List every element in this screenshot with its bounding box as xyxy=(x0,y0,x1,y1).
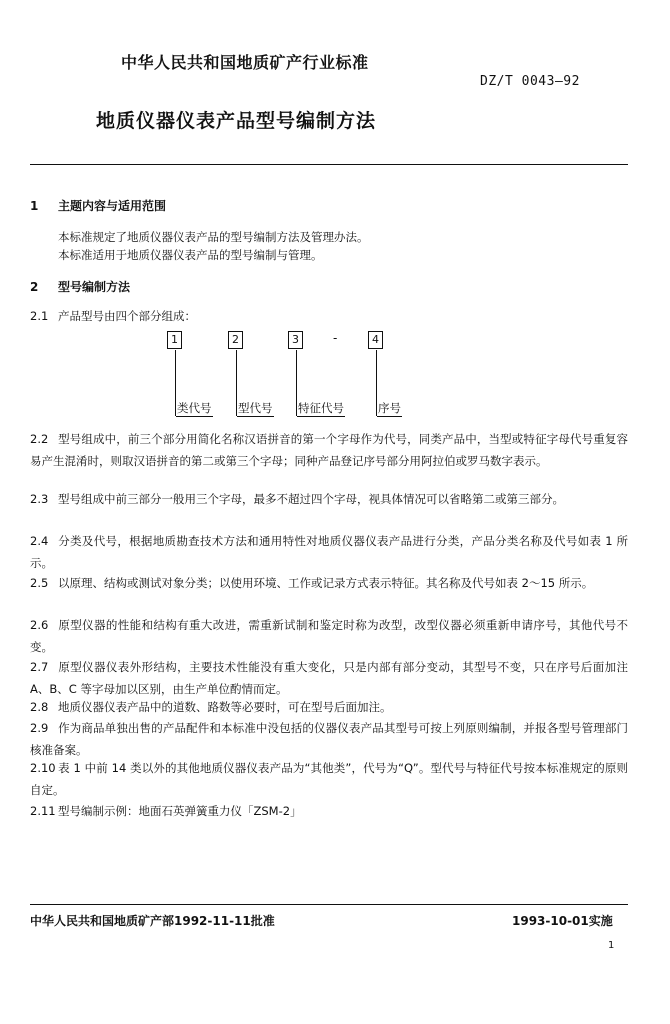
clause-2-6 xyxy=(30,614,628,658)
clause-2-8 xyxy=(30,696,628,718)
diagram-box-1: 1 xyxy=(167,331,182,349)
clause-text: 型号组成中前三部分一般用三个字母，最多不超过四个字母，视具体情况可以省略第二或第三部分。 xyxy=(58,492,564,506)
clause-2-7 xyxy=(30,656,628,700)
clause-text: 地质仪器仪表产品中的道数、路数等必要时，可在型号后面加注。 xyxy=(58,700,392,714)
section-1-paragraph-1: 本标准规定了地质仪器仪表产品的型号编制方法及管理办法。 xyxy=(58,230,369,244)
clause-2-1 xyxy=(30,305,196,327)
footer-rule xyxy=(30,904,628,905)
clause-number: 2.7 xyxy=(30,660,49,674)
clause-text: 表 1 中前 14 类以外的其他地质仪器仪表产品为“其他类”，代号为“Q”。型代号与特征代号按本标准规定的原则自定。 xyxy=(30,761,628,797)
clause-2-4 xyxy=(30,530,628,574)
standard-code: DZ/T 0043—92 xyxy=(480,74,580,89)
clause-number: 2.11 xyxy=(30,804,56,818)
clause-2-9 xyxy=(30,717,628,761)
clause-text: 型号组成中，前三个部分用简化名称汉语拼音的第一个字母作为代号，同类产品中，当型或特征字母代号重复容易产生混淆时，则取汉语拼音的第二或第三个字母；同种产品登记序号部分用阿拉伯或罗马数字表示。 xyxy=(30,432,628,468)
approval-line: 中华人民共和国地质矿产部1992-11-11批准 xyxy=(30,914,275,928)
section-1-paragraph-2: 本标准适用于地质仪器仪表产品的型号编制与管理。 xyxy=(58,248,323,262)
clause-2-10 xyxy=(30,757,628,801)
clause-number: 2.1 xyxy=(30,309,49,323)
section-2-title: 型号编制方法 xyxy=(58,280,131,294)
clause-2-3 xyxy=(30,488,628,510)
implementation-date: 1993-10-01实施 xyxy=(512,914,613,928)
clause-text: 作为商品单独出售的产品配件和本标准中没包括的仪器仪表产品其型号可按上列原则编制，并报各型号管理部门核准备案。 xyxy=(30,721,628,757)
section-1-heading xyxy=(30,197,166,214)
clause-number: 2.10 xyxy=(30,761,56,775)
standard-title: 中华人民共和国地质矿产行业标准 xyxy=(121,53,369,72)
diagram-label-category: 类代号 xyxy=(177,401,212,415)
section-1-number: 1 xyxy=(30,199,39,213)
diagram-box-4: 4 xyxy=(368,331,383,349)
diagram-box-3: 3 xyxy=(288,331,303,349)
clause-text: 原型仪器仪表外形结构，主要技术性能没有重大变化，只是内部有部分变动，其型号不变，只在序号后面加注 A、B、C 等字母加以区别，由生产单位酌情而定。 xyxy=(30,660,628,696)
clause-number: 2.5 xyxy=(30,576,49,590)
clause-number: 2.9 xyxy=(30,721,49,735)
diagram-box-2: 2 xyxy=(228,331,243,349)
clause-text: 原型仪器的性能和结构有重大改进，需重新试制和鉴定时称为改型，改型仪器必须重新申请序号，其他代号不变。 xyxy=(30,618,628,654)
section-2-heading xyxy=(30,278,130,295)
diagram-label-serial: 序号 xyxy=(378,401,401,415)
clause-text: 型号编制示例：地面石英弹簧重力仪「ZSM-2」 xyxy=(58,804,302,818)
section-2-number: 2 xyxy=(30,280,39,294)
clause-number: 2.2 xyxy=(30,432,49,446)
header-rule xyxy=(30,164,628,165)
page-number: 1 xyxy=(608,940,615,951)
clause-text: 以原理、结构或测试对象分类；以使用环境、工作或记录方式表示特征。其名称及代号如表 2～15 所示。 xyxy=(58,576,594,590)
clause-number: 2.3 xyxy=(30,492,49,506)
clause-2-5 xyxy=(30,572,628,594)
diagram-label-type: 型代号 xyxy=(238,401,273,415)
clause-2-2 xyxy=(30,428,628,472)
section-1-title: 主题内容与适用范围 xyxy=(58,199,167,213)
diagram-separator: - xyxy=(333,331,338,345)
clause-text: 产品型号由四个部分组成： xyxy=(58,309,196,323)
diagram-label-feature: 特征代号 xyxy=(298,401,344,415)
clause-text: 分类及代号，根据地质勘查技术方法和通用特性对地质仪器仪表产品进行分类，产品分类名称及代号如表 1 所示。 xyxy=(30,534,628,570)
clause-2-11 xyxy=(30,800,628,822)
clause-number: 2.6 xyxy=(30,618,49,632)
document-title: 地质仪器仪表产品型号编制方法 xyxy=(96,110,377,132)
clause-number: 2.8 xyxy=(30,700,49,714)
clause-number: 2.4 xyxy=(30,534,49,548)
